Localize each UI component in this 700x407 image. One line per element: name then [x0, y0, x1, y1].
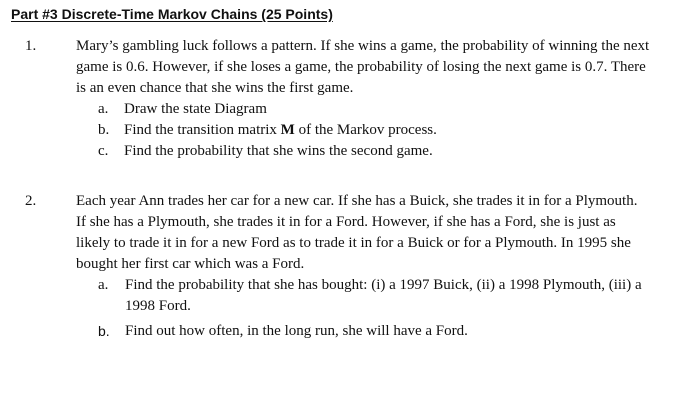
subquestion-list: [76, 99, 651, 162]
section-heading: Part #3 Discrete-Time Markov Chains (25 Points): [11, 6, 333, 22]
problem-statement: Mary’s gambling luck follows a pattern. If she wins a game, the probability of winning the next game is 0.6. However, if she loses a game, the probability of losing the next game is 0.7. There is an even chance that she wins the first game.: [76, 38, 650, 96]
matrix-symbol: M: [280, 122, 295, 138]
subquestion-text-end: of the Markov process.: [294, 122, 437, 138]
subquestion-b: [98, 120, 651, 141]
problem-body: [76, 191, 651, 342]
problem-2: [25, 191, 665, 342]
subquestion-label: a.: [98, 277, 109, 293]
subquestion-text: Find out how often, in the long run, she will have a Ford.: [125, 323, 468, 339]
problem-statement: Each year Ann trades her car for a new car. If she has a Buick, she trades it in for a Plymouth. If she has a Plymouth, she trades it in for a Ford. However, if she has a Ford, she is just as likely to trade it in for a new Ford as to trade it in for a Buick or for a Plymouth. In 1995 she bought her first car which was a Ford.: [76, 193, 638, 272]
subquestion-text: Find the probability that she has bought: (i) a 1997 Buick, (ii) a 1998 Plymouth, (iii) a 1998 Ford.: [125, 277, 642, 314]
subquestion-text: Draw the state Diagram: [124, 101, 267, 117]
subquestion-label: b.: [98, 122, 110, 138]
subquestion-text: [124, 122, 437, 138]
subquestion-label: c.: [98, 143, 109, 159]
subquestion-label: a.: [98, 101, 109, 117]
subquestion-a: [98, 99, 651, 120]
subquestion-list: [76, 275, 651, 342]
subquestion-label: b.: [98, 323, 110, 339]
subquestion-c: [98, 141, 651, 162]
problem-number: 1.: [25, 38, 37, 54]
subquestion-text-start: Find the transition matrix: [124, 122, 281, 138]
problem-number: 2.: [25, 193, 37, 209]
problem-1: [25, 36, 665, 162]
problem-body: [76, 36, 651, 162]
subquestion-text: Find the probability that she wins the second game.: [124, 143, 433, 159]
subquestion-a: [98, 275, 647, 317]
subquestion-b: [98, 321, 647, 342]
